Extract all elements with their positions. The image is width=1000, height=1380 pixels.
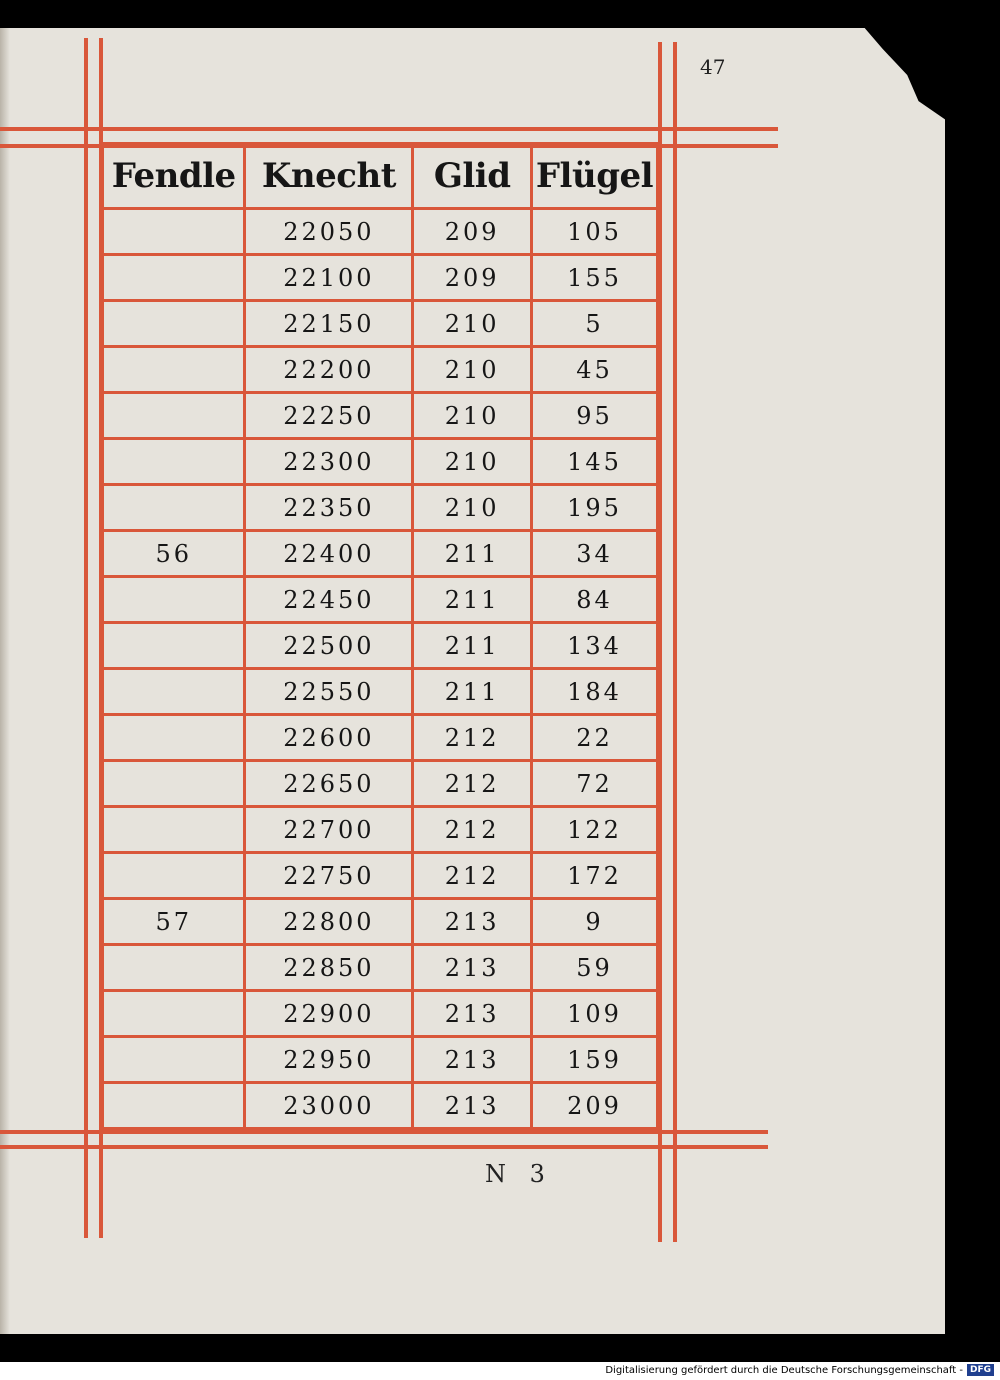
- table-row: [103, 761, 658, 807]
- cell-knecht: 22150: [245, 301, 413, 347]
- cell-flugel: 59: [531, 945, 657, 991]
- cell-knecht: 22200: [245, 347, 413, 393]
- table-row: [103, 945, 658, 991]
- cell-knecht: 22250: [245, 393, 413, 439]
- cell-fendle: [103, 991, 245, 1037]
- frame-right-rule-2: [673, 42, 677, 1242]
- cell-knecht: 22750: [245, 853, 413, 899]
- cell-fendle: [103, 255, 245, 301]
- cell-knecht: 22600: [245, 715, 413, 761]
- cell-flugel: 209: [531, 1083, 657, 1129]
- cell-fendle: [103, 1037, 245, 1083]
- cell-fendle: [103, 485, 245, 531]
- cell-flugel: 159: [531, 1037, 657, 1083]
- table-body: [103, 209, 658, 1129]
- cell-glid: 211: [413, 531, 532, 577]
- dfg-logo: DFG: [967, 1364, 994, 1376]
- cell-fendle: [103, 807, 245, 853]
- header-knecht: Knecht: [245, 144, 413, 209]
- cell-flugel: 195: [531, 485, 657, 531]
- table-row: [103, 807, 658, 853]
- cell-fendle: [103, 439, 245, 485]
- cell-flugel: 172: [531, 853, 657, 899]
- cell-knecht: 22300: [245, 439, 413, 485]
- cell-glid: 213: [413, 945, 532, 991]
- cell-flugel: 105: [531, 209, 657, 255]
- cell-knecht: 23000: [245, 1083, 413, 1129]
- cell-knecht: 22350: [245, 485, 413, 531]
- header-glid: Glid: [413, 144, 532, 209]
- table-row: [103, 393, 658, 439]
- cell-glid: 213: [413, 1083, 532, 1129]
- cell-glid: 213: [413, 1037, 532, 1083]
- cell-fendle: 57: [103, 899, 245, 945]
- cell-glid: 212: [413, 807, 532, 853]
- cell-glid: 212: [413, 761, 532, 807]
- cell-glid: 211: [413, 577, 532, 623]
- cell-flugel: 45: [531, 347, 657, 393]
- cell-knecht: 22900: [245, 991, 413, 1037]
- table-row: [103, 715, 658, 761]
- cell-glid: 212: [413, 853, 532, 899]
- table-row: [103, 531, 658, 577]
- cell-fendle: [103, 347, 245, 393]
- cell-glid: 210: [413, 439, 532, 485]
- cell-flugel: 184: [531, 669, 657, 715]
- cell-flugel: 155: [531, 255, 657, 301]
- table-row: [103, 301, 658, 347]
- binding-shadow: [0, 28, 10, 1334]
- cell-flugel: 134: [531, 623, 657, 669]
- table-row: [103, 853, 658, 899]
- cell-fendle: [103, 393, 245, 439]
- cell-flugel: 22: [531, 715, 657, 761]
- cell-flugel: 95: [531, 393, 657, 439]
- frame-bottom-rule-2: [0, 1145, 768, 1149]
- table-row: [103, 899, 658, 945]
- table-row: [103, 439, 658, 485]
- cell-fendle: [103, 1083, 245, 1129]
- cell-flugel: 5: [531, 301, 657, 347]
- cell-fendle: [103, 301, 245, 347]
- cell-glid: 210: [413, 485, 532, 531]
- cell-knecht: 22550: [245, 669, 413, 715]
- cell-knecht: 22950: [245, 1037, 413, 1083]
- cell-fendle: [103, 669, 245, 715]
- cell-glid: 211: [413, 623, 532, 669]
- cell-fendle: [103, 715, 245, 761]
- folio-number: 47: [700, 55, 726, 79]
- frame-left-rule-1: [84, 38, 88, 1238]
- cell-knecht: 22100: [245, 255, 413, 301]
- cell-knecht: 22400: [245, 531, 413, 577]
- cell-fendle: [103, 945, 245, 991]
- cell-fendle: [103, 853, 245, 899]
- cell-flugel: 145: [531, 439, 657, 485]
- cell-knecht: 22800: [245, 899, 413, 945]
- cell-fendle: [103, 577, 245, 623]
- header-flugel: Flügel: [531, 144, 657, 209]
- cell-glid: 213: [413, 991, 532, 1037]
- table-row: [103, 623, 658, 669]
- table-row: [103, 255, 658, 301]
- frame-bottom-rule-1: [0, 1130, 768, 1134]
- cell-flugel: 9: [531, 899, 657, 945]
- data-table: [101, 142, 659, 1130]
- cell-flugel: 109: [531, 991, 657, 1037]
- cell-flugel: 84: [531, 577, 657, 623]
- cell-fendle: 56: [103, 531, 245, 577]
- table-row: [103, 577, 658, 623]
- table-header-row: [103, 144, 658, 209]
- cell-glid: 209: [413, 209, 532, 255]
- header-fendle: Fendle: [103, 144, 245, 209]
- table-row: [103, 485, 658, 531]
- cell-knecht: 22050: [245, 209, 413, 255]
- table-row: [103, 209, 658, 255]
- cell-glid: 209: [413, 255, 532, 301]
- footer-text: Digitalisierung gefördert durch die Deutsche Forschungsgemeinschaft -: [605, 1365, 963, 1376]
- cell-knecht: 22500: [245, 623, 413, 669]
- cell-glid: 213: [413, 899, 532, 945]
- cell-flugel: 34: [531, 531, 657, 577]
- cell-flugel: 122: [531, 807, 657, 853]
- cell-knecht: 22650: [245, 761, 413, 807]
- cell-glid: 212: [413, 715, 532, 761]
- cell-knecht: 22850: [245, 945, 413, 991]
- cell-fendle: [103, 209, 245, 255]
- cell-glid: 211: [413, 669, 532, 715]
- table-row: [103, 991, 658, 1037]
- table-row: [103, 669, 658, 715]
- table-row: [103, 347, 658, 393]
- cell-glid: 210: [413, 347, 532, 393]
- table-row: [103, 1037, 658, 1083]
- footer-bar: [0, 1362, 1000, 1380]
- cell-flugel: 72: [531, 761, 657, 807]
- cell-glid: 210: [413, 393, 532, 439]
- cell-knecht: 22700: [245, 807, 413, 853]
- cell-glid: 210: [413, 301, 532, 347]
- cell-knecht: 22450: [245, 577, 413, 623]
- table-row: [103, 1083, 658, 1129]
- cell-fendle: [103, 623, 245, 669]
- signature-mark: N 3: [485, 1160, 553, 1188]
- cell-fendle: [103, 761, 245, 807]
